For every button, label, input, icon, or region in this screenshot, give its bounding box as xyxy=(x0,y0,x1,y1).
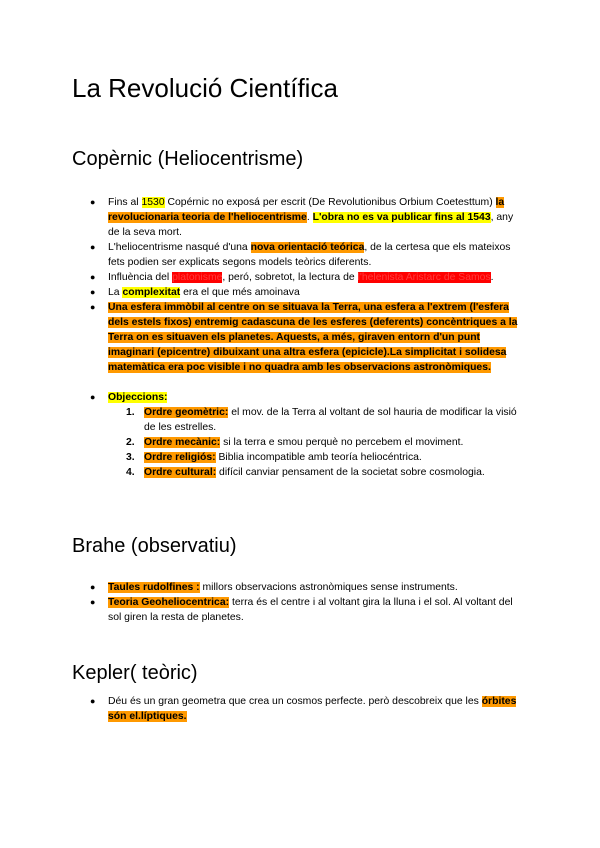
objection-item: 1. Ordre geomètric: el mov. de la Terra al voltant de sol hauria de modificar la visió de les estrelles. xyxy=(126,407,517,433)
list-item xyxy=(72,300,526,375)
objection-label: Ordre cultural: xyxy=(144,467,217,478)
objection-number: 4. xyxy=(126,467,135,478)
list-item: ● Déu és un gran geometra que crea un cosmos perfecte. però descobreix que les órbites són el.líptiques. xyxy=(90,696,517,722)
bullet-icon: ● xyxy=(90,287,96,297)
list-item: ● Influència del platonisme, peró, sobretot, la lectura de l'helenista Aristarc de Samos. xyxy=(90,272,494,283)
highlight-publication: L'obra no es va publicar fins al 1543 xyxy=(312,212,491,223)
highlight-orientation: nova orientació teórica xyxy=(250,242,365,253)
kepler-list xyxy=(72,694,526,724)
highlight-taules: Taules rudolfines : xyxy=(108,582,200,593)
section-heading-copernic: Copèrnic (Heliocentrisme) xyxy=(72,148,304,170)
objections-label: Objeccions: xyxy=(108,392,168,403)
brahe-list xyxy=(72,580,526,625)
bullet-icon: ● xyxy=(90,696,96,706)
highlight-aristarc: l'helenista Aristarc de Samos xyxy=(357,272,491,283)
highlight-orbites: órbites són el.líptiques. xyxy=(108,696,517,722)
list-item: ● Taules rudolfines : millors observacions astronòmiques sense instruments. xyxy=(90,582,458,593)
objection-number: 2. xyxy=(126,437,135,448)
objection-label: Ordre geomètric: xyxy=(144,407,229,418)
list-item: ● L'heliocentrisme nasqué d'una nova orientació teórica, de la certesa que els mateixos fets podien ser explicats segons models teòrics diferents. xyxy=(90,242,511,268)
objection-label: Ordre mecànic: xyxy=(144,437,221,448)
bullet-icon: ● xyxy=(90,582,96,592)
objection-item: 3. Ordre religiós: Biblia incompatible amb teoría heliocéntrica. xyxy=(126,452,422,463)
highlight-geoheliocentrica: Teoria Geoheliocentrica: xyxy=(108,597,230,608)
bullet-icon: ● xyxy=(90,302,96,312)
list-item: ● Teoria Geoheliocentrica: terra és el centre i al voltant gira la lluna i el sol. Al voltant del sol giren la resta de planetes. xyxy=(90,597,513,623)
objection-number: 1. xyxy=(126,407,135,418)
highlight-model-description: Una esfera immòbil al centre on se situava la Terra, una esfera a l'extrem (l'esfera dels estels fixos) entremig cadascuna de les esferes (deferents) concèntriques a la Terra on es situaven els planetes. Aquests, a més, giraven entorn d'un punt imaginari (epicentre) dibuixant una altra esfera (epicicle).La simplicitat i solidesa matemàtica era poc visible i no quadra amb les observacions astronòmiques. xyxy=(108,302,518,373)
objection-item: 2. Ordre mecànic: si la terra e smou perquè no percebem el moviment. xyxy=(126,437,464,448)
bullet-icon: ● xyxy=(90,272,96,282)
copernic-list xyxy=(72,195,526,480)
list-item: ● La complexitat era el que més amoinava xyxy=(90,287,300,298)
highlight-complexitat: complexitat xyxy=(122,287,181,298)
list-item-objections xyxy=(72,390,526,405)
highlight-platonisme: platonisme xyxy=(172,272,223,283)
section-heading-brahe: Brahe (observatiu) xyxy=(72,535,237,557)
bullet-icon: ● xyxy=(90,597,96,607)
bullet-icon: ● xyxy=(90,392,96,402)
bullet-icon: ● xyxy=(90,242,96,252)
objection-item: 4. Ordre cultural: difícil canviar pensament de la societat sobre cosmologia. xyxy=(126,467,485,478)
highlight-year: 1530 xyxy=(141,197,165,208)
highlight-theory: la revolucionaria teoria de l'heliocentrisme xyxy=(108,197,505,223)
objection-label: Ordre religiós: xyxy=(144,452,216,463)
section-heading-kepler: Kepler( teòric) xyxy=(72,662,198,684)
bullet-icon: ● xyxy=(90,197,96,207)
page-title: La Revolució Científica xyxy=(72,73,338,103)
list-item: ● Fins al 1530 Copérnic no exposá per escrit (De Revolutionibus Orbium Coetesttum) la revolucionaria teoria de l'heliocentrisme. L'obra no es va publicar fins al 1543, any de la seva mort. xyxy=(90,197,514,238)
objection-number: 3. xyxy=(126,452,135,463)
